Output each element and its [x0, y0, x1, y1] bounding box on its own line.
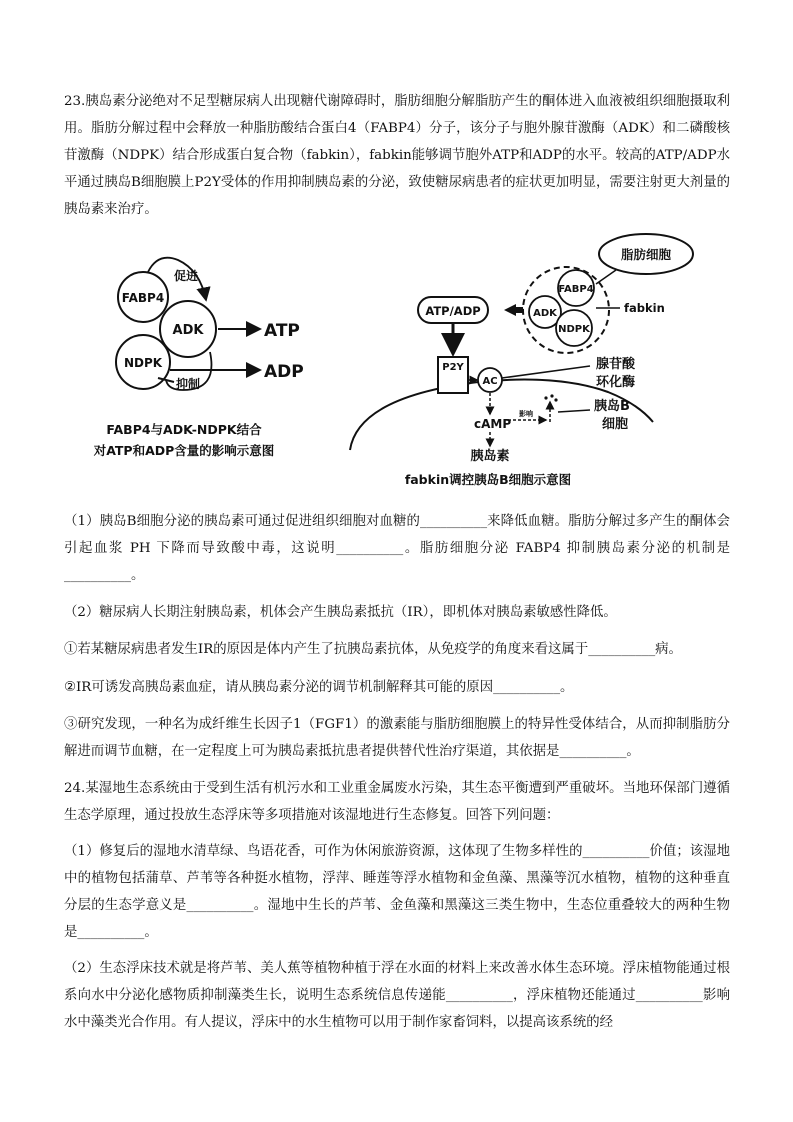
- beta-cell-pointer: [558, 410, 590, 412]
- vesicle-dot-3: [554, 398, 557, 401]
- beta-cell-label-line2: 细胞: [602, 417, 629, 432]
- beta-cell-label-line1: 胰岛B: [594, 399, 630, 414]
- beta-cell-membrane: [350, 380, 653, 450]
- atp-adp-label: ATP/ADP: [425, 304, 481, 318]
- promote-label: 促进: [173, 269, 199, 283]
- q23-sub2-3: ③研究发现，一种名为成纤维生长因子1（FGF1）的激素能与脂肪细胞膜上的特异性受体结合，从而抑制脂肪分解进而调节血糖，在一定程度上可为胰岛素抵抗患者提供替代性治疗渠道，其依据是__________。: [64, 717, 730, 759]
- q23-sub1: （1）胰岛B细胞分泌的胰岛素可通过促进组织细胞对血糖的__________来降低血糖。脂肪分解过多产生的酮体会引起血浆 PH 下降而导致酸中毒，这说明__________。脂肪细胞分泌 FABP4 抑制胰岛素分泌的机制是__________。: [64, 514, 730, 583]
- q23-sub2: （2）糖尿病人长期注射胰岛素，机体会产生胰岛素抵抗（IR），即机体对胰岛素敏感性降低。: [64, 605, 617, 620]
- q24-sub1: （1）修复后的湿地水清草绿、鸟语花香，可作为休闲旅游资源，这体现了生物多样性的__________价值；该湿地中的植物包括蒲草、芦苇等各种挺水植物，浮萍、睡莲等浮水植物和金鱼藻、黑藻等沉水植物，植物的这种垂直分层的生态学意义是__________。湿地中生长的芦苇、金鱼藻和黑藻这三类生物中，生态位重叠较大的两种生物是__________。: [64, 844, 730, 940]
- cyclase-label-line1: 腺苷酸: [596, 357, 636, 372]
- right-diagram: [350, 234, 693, 487]
- fabkin-to-atp-arrow: [504, 304, 516, 316]
- vesicle-dot-1: [544, 396, 547, 399]
- cyclase-pointer: [502, 366, 590, 378]
- ac-label: AC: [482, 376, 498, 387]
- p2y-label: P2Y: [442, 362, 464, 373]
- fabkin-label: fabkin: [624, 301, 665, 315]
- adk-label-right: ADK: [533, 308, 557, 319]
- q23-sub2-1: ①若某糖尿病患者发生IR的原因是体内产生了抗胰岛素抗体，从免疫学的角度来看这属于__________病。: [64, 642, 682, 657]
- right-caption: fabkin调控胰岛B细胞示意图: [404, 472, 572, 487]
- ndpk-label-right: NDPK: [558, 324, 590, 335]
- left-diagram: [93, 258, 304, 458]
- q24-intro: 24.某湿地生态系统由于受到生活有机污水和工业重金属废水污染，其生态平衡遭到严重破坏。当地环保部门遵循生态学原理，通过投放生态浮床等多项措施对该湿地进行生态修复。回答下列问题：: [64, 781, 730, 823]
- left-caption-line1: FABP4与ADK-NDPK结合: [106, 422, 262, 437]
- cyclase-label-line2: 环化酶: [596, 375, 636, 390]
- vesicle-dot-2: [550, 394, 553, 397]
- inhibit-label: 抑制: [175, 377, 201, 391]
- fabp4-label-right: FABP4: [558, 284, 594, 295]
- insulin-label: 胰岛素: [470, 449, 510, 464]
- influence-label: 影响: [519, 410, 533, 418]
- fabp4-label: FABP4: [121, 291, 165, 305]
- left-caption-line2: 对ATP和ADP含量的影响示意图: [93, 443, 275, 458]
- ndpk-label: NDPK: [123, 356, 163, 370]
- adp-label: ADP: [264, 362, 304, 382]
- q23-sub2-2: ②IR可诱发高胰岛素血症，请从胰岛素分泌的调节机制解释其可能的原因__________。: [64, 680, 574, 695]
- adipocyte-pointer: [596, 270, 616, 284]
- q23-figure: [88, 222, 716, 492]
- adipocyte-label: 脂肪细胞: [620, 247, 672, 262]
- adk-label: ADK: [172, 323, 204, 338]
- q23-intro: 23.胰岛素分泌绝对不足型糖尿病人出现糖代谢障碍时，脂肪细胞分解脂肪产生的酮体进入血液被组织细胞摄取利用。脂肪分解过程中会释放一种脂肪酸结合蛋白4（FABP4）分子，该分子与胞外腺苷激酶（ADK）和二磷酸核苷激酶（NDPK）结合形成蛋白复合物（fabkin），fabkin能够调节胞外ATP和ADP的水平。较高的ATP/ADP水平通过胰岛B细胞膜上P2Y受体的作用抑制胰岛素的分泌，致使糖尿病患者的症状更加明显，需要注射更大剂量的胰岛素来治疗。: [64, 94, 730, 217]
- fabkin-to-atp-stem: [515, 307, 523, 313]
- camp-label: cAMP: [474, 417, 512, 431]
- q24-sub2: （2）生态浮床技术就是将芦苇、美人蕉等植物种植于浮在水面的材料上来改善水体生态环境。浮床植物能通过根系向水中分泌化感物质抑制藻类生长，说明生态系统信息传递能__________，浮床植物还能通过__________影响水中藻类光合作用。有人提议，浮床中的水生植物可以用于制作家畜饲料，以提高该系统的经: [64, 961, 730, 1030]
- atp-label: ATP: [264, 321, 300, 341]
